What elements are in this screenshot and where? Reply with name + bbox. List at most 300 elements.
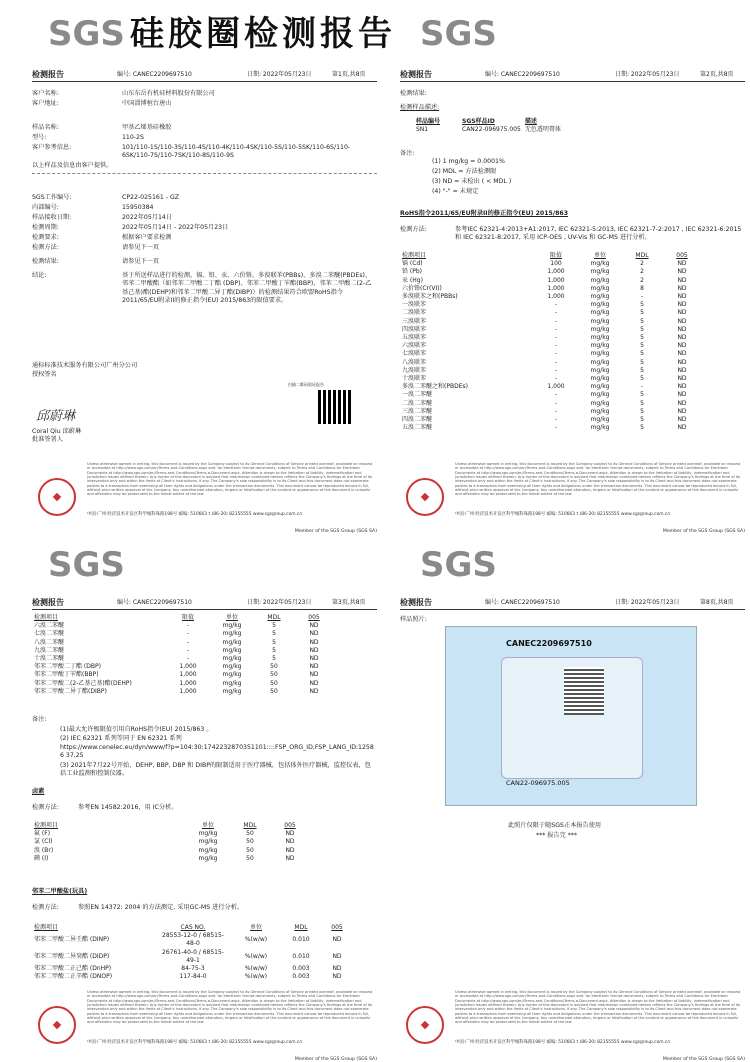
table-cell: 六溴二苯醚	[34, 622, 65, 630]
table-header: 单位	[249, 924, 262, 931]
table-cell: mg/kg	[222, 671, 242, 679]
table-cell: 5	[640, 325, 644, 333]
page-number: 第8页,共8页	[700, 599, 734, 606]
table-cell: 5	[272, 646, 276, 654]
table-cell: 1,000	[547, 284, 565, 292]
table-header: 单位	[201, 822, 214, 829]
table-cell: ND	[677, 309, 687, 317]
table-cell: 50	[270, 671, 278, 679]
qr-code	[318, 390, 352, 424]
field-value: 山东东岳有机硅材料股份有限公司	[122, 90, 215, 97]
table-row	[32, 847, 310, 855]
table-cell: 汞 (Hg)	[402, 276, 423, 284]
table-header-row	[32, 822, 310, 830]
rohs-title: RoHS指令2011/65/EU附录II的修正指令(EU) 2015/863	[400, 210, 569, 217]
table-cell: 三溴联苯	[402, 317, 427, 325]
table-cell: 四溴联苯	[402, 325, 427, 333]
field-label: 检测结果:	[32, 258, 59, 265]
table-cell: 50	[246, 838, 254, 846]
page-number: 第2页,共8页	[700, 71, 734, 78]
table-cell: 0.010	[292, 952, 310, 960]
table-cell: ND	[677, 375, 687, 383]
table-cell: ND	[677, 268, 687, 276]
method-text: 参考IEC 62321-4:2013+A1:2017, IEC 62321-5:2013, IEC 62321-7-2:2017 , IEC 62321-6:2015 和 IEC 62321-8:2017, 采用 ICP-OES , UV-Vis 和 GC-MS 进行分析。	[455, 226, 742, 242]
table-cell: 一溴联苯	[402, 301, 427, 309]
note-1: (1) 1 mg/kg = 0.0001%	[432, 158, 505, 165]
table-cell: mg/kg	[590, 358, 610, 366]
report-page-3	[32, 598, 377, 1060]
footer-address: 中国·广州·经济技术开发区科学城科珠路198号 邮编: 510663 t (86-20) 82155555 www.sgsgroup.com.cn	[87, 1040, 303, 1045]
photo-label-bottom: CAN22-096975.005	[506, 779, 570, 787]
table-cell: ND	[677, 358, 687, 366]
table-cell: mg/kg	[590, 301, 610, 309]
signature: 邱蔚琳	[36, 409, 76, 424]
table-cell: 六溴联苯	[402, 342, 427, 350]
table-header: SGS样品ID	[462, 118, 495, 125]
field-label: 检测方法:	[32, 244, 59, 251]
footer-disclaimer: Unless otherwise agreed in writing, this document is issued by the Company subject to its General Conditions of Service printed overleaf, available on request or accessible at http://www.sgs.com/en/Terms-and-Conditions.aspx and, for electronic format documents, subject to Terms and Conditions for Electronic Documents at http://www.sgs.com/en/Terms-and-Conditions/Terms-e-Document.aspx. Attention is drawn to the limitation of liability, indemnification and jurisdiction issues defined therein. Any holder of this document is advised that information contained hereon reflects the Company's findings at the time of its intervention only and within the limits of Client's instructions, if any. The Company's sole responsibility is to its Client and this document does not exonerate parties to a transaction from exercising all their rights and obligations under the transaction documents. This document cannot be reproduced except in full, without prior written approval of the Company. Any unauthorized alteration, forgery or falsification of the content or appearance of this document is unlawful and offenders may be prosecuted to the fullest extent of the law.	[87, 990, 373, 1025]
table-cell: ND	[677, 293, 687, 301]
table-cell: 50	[270, 687, 278, 695]
table-cell: ND	[677, 334, 687, 342]
table-row	[32, 671, 334, 679]
table-cell: 5	[640, 358, 644, 366]
table-row	[32, 965, 354, 973]
table-header: MDL	[294, 924, 308, 931]
table-cell: 5	[640, 399, 644, 407]
page-footer	[32, 990, 377, 1062]
field-label: 样品名称:	[32, 124, 59, 131]
table-row	[32, 680, 334, 688]
table-cell: 5	[640, 366, 644, 374]
table-cell: ND	[677, 407, 687, 415]
note-4: (4) "-" = 未规定	[432, 188, 479, 195]
signer-role: 批准签署人	[32, 436, 63, 443]
table-cell: 1,000	[547, 276, 565, 284]
table-cell: -	[554, 391, 558, 399]
table-cell: 117-84-0	[179, 973, 207, 981]
report-page-2	[400, 70, 745, 550]
table-row	[400, 416, 702, 424]
table-cell: mg/kg	[222, 630, 242, 638]
photo-label: 样品照片:	[400, 616, 427, 623]
field-label: 型号:	[32, 134, 47, 141]
table-cell: 九溴联苯	[402, 366, 427, 374]
table-cell: mg/kg	[222, 622, 242, 630]
table-cell: 5	[640, 334, 644, 342]
table-row	[32, 830, 310, 838]
table-cell: mg/kg	[590, 391, 610, 399]
field-label: 检测方法:	[32, 904, 59, 911]
table-cell: CAN22-096975.005	[462, 126, 521, 134]
table-cell: ND	[285, 838, 295, 846]
photo-caption: 此照片仅限于随SGS正本报告使用	[508, 822, 602, 829]
sgs-seal	[406, 478, 444, 516]
table-cell: 八溴二苯醚	[34, 638, 65, 646]
table-row	[400, 260, 702, 268]
table-cell: ND	[309, 671, 319, 679]
table-cell: mg/kg	[590, 366, 610, 374]
halogen-title: 卤素	[32, 788, 45, 795]
footer-disclaimer: Unless otherwise agreed in writing, this document is issued by the Company subject to its General Conditions of Service printed overleaf, available on request or accessible at http://www.sgs.com/en/Terms-and-Conditions.aspx and, for electronic format documents, subject to Terms and Conditions for Electronic Documents at http://www.sgs.com/en/Terms-and-Conditions/Terms-e-Document.aspx. Attention is drawn to the limitation of liability, indemnification and jurisdiction issues defined therein. Any holder of this document is advised that information contained hereon reflects the Company's findings at the time of its intervention only and within the limits of Client's instructions, if any. The Company's sole responsibility is to its Client and this document does not exonerate parties to a transaction from exercising all their rights and obligations under the transaction documents. This document cannot be reproduced except in full, without prior written approval of the Company. Any unauthorized alteration, forgery or falsification of the content or appearance of this document is unlawful and offenders may be prosecuted to the fullest extent of the law.	[455, 990, 741, 1025]
table-cell: -	[554, 416, 558, 424]
note-2: (2) MDL = 方法检测限	[432, 168, 497, 175]
table-cell: 邻苯二甲酸二(2-乙基己基)酯(DEHP)	[34, 679, 132, 687]
table-row	[400, 350, 702, 358]
table-cell: 5	[640, 317, 644, 325]
table-cell: 邻苯二甲酸二正己酯 (DnHP)	[34, 965, 112, 973]
table-cell: -	[640, 293, 644, 301]
report-date: 日期: 2022年05月23日	[615, 71, 680, 78]
report-number: 编号: CANEC2209697510	[485, 599, 560, 606]
table-header: 样品编号	[416, 118, 441, 125]
notes-label: 备注:	[400, 150, 415, 157]
qr-caption: 扫描二维码验证报告	[288, 382, 324, 387]
table-row	[400, 408, 702, 416]
field-label: 客户名称:	[32, 90, 59, 97]
field-label: 检测周期:	[32, 224, 59, 231]
company-name: 通标标准技术服务有限公司广州分公司	[32, 362, 138, 369]
note-3: https://www.cenelec.eu/dyn/www/f?p=104:30:1742232870351101::::FSP_ORG_ID,FSP_LANG_ID:12586 37,25	[60, 744, 374, 760]
method-text: 参照EN 14372: 2004 的方法测定, 采用GC-MS 进行分析。	[78, 904, 244, 911]
table-header-row	[32, 614, 334, 622]
table-cell: mg/kg	[590, 284, 610, 292]
table-cell: ND	[677, 383, 687, 391]
table-cell: ND	[332, 973, 342, 981]
field-value: 110-2S	[122, 134, 144, 141]
report-page-4	[400, 598, 745, 1060]
table-cell: mg/kg	[198, 830, 218, 838]
table-cell: mg/kg	[590, 416, 610, 424]
section-divider	[32, 173, 377, 174]
banner-title: 硅胶圈检测报告	[130, 14, 396, 54]
table-cell: 八溴联苯	[402, 358, 427, 366]
table-cell: ND	[309, 646, 319, 654]
table-cell: ND	[309, 655, 319, 663]
note-1: (1)最大允许极限值引用自RoHS指令(EU) 2015/863 。	[60, 726, 213, 733]
report-label: 检测报告	[32, 70, 64, 79]
table-cell: ND	[677, 391, 687, 399]
table-cell: 0.003	[292, 965, 310, 973]
label-sticker	[564, 667, 604, 715]
table-cell: 邻苯二甲酸二正辛酯 (DNOP)	[34, 973, 113, 981]
table-cell: -	[554, 342, 558, 350]
table-cell: mg/kg	[590, 276, 610, 284]
table-header: 检测项目	[34, 924, 59, 931]
table-header: 检测项目	[34, 614, 59, 621]
table-cell: -	[554, 334, 558, 342]
table-cell: 1,000	[547, 268, 565, 276]
table-cell: mg/kg	[222, 663, 242, 671]
table-row	[400, 301, 702, 309]
field-value: 2022年05月14日	[122, 214, 173, 221]
table-cell: -	[186, 630, 190, 638]
table-cell: 5	[640, 407, 644, 415]
table-row	[32, 647, 334, 655]
table-cell: ND	[285, 830, 295, 838]
table-cell: mg/kg	[198, 846, 218, 854]
table-cell: ND	[677, 424, 687, 432]
table-cell: -	[640, 383, 644, 391]
table-row	[32, 630, 334, 638]
field-value: 根据客户要求检测	[122, 234, 172, 241]
table-cell: -	[554, 301, 558, 309]
table-cell: 碘 (I)	[34, 854, 49, 862]
table-row	[32, 838, 310, 846]
header-rule	[32, 609, 377, 610]
table-cell: 十溴二苯醚	[34, 655, 65, 663]
table-cell: SN1	[416, 126, 429, 134]
report-number: 编号: CANEC2209697510	[117, 71, 192, 78]
field-label: 结论:	[32, 272, 47, 279]
table-cell: 铅 (Pb)	[402, 268, 423, 276]
field-label: 客户参考信息:	[32, 144, 72, 151]
phthalate-table	[32, 924, 354, 981]
table-cell: 5	[640, 391, 644, 399]
table-cell: -	[554, 424, 558, 432]
table-cell: 2	[640, 260, 644, 268]
table-cell: ND	[309, 622, 319, 630]
table-cell: mg/kg	[590, 293, 610, 301]
table-row	[32, 855, 310, 863]
sgs-member-line: Member of the SGS Group (SGS SA)	[662, 528, 745, 534]
sgs-logo-page4: SGS	[420, 545, 497, 585]
table-cell: -	[554, 350, 558, 358]
table-cell: mg/kg	[590, 407, 610, 415]
table-cell: ND	[677, 317, 687, 325]
table-row	[32, 688, 334, 696]
table-cell: 8	[640, 284, 644, 292]
table-cell: 1,000	[547, 383, 565, 391]
note-3: (3) ND = 未检出 ( < MDL )	[432, 178, 512, 185]
table-cell: 50	[246, 854, 254, 862]
table-cell: mg/kg	[590, 268, 610, 276]
table-cell: ND	[332, 965, 342, 973]
table-header: 单位	[225, 614, 238, 621]
table-cell: ND	[677, 276, 687, 284]
table-cell: ND	[677, 399, 687, 407]
table-cell: 5	[640, 416, 644, 424]
footer-disclaimer: Unless otherwise agreed in writing, this document is issued by the Company subject to its General Conditions of Service printed overleaf, available on request or accessible at http://www.sgs.com/en/Terms-and-Conditions.aspx and, for electronic format documents, subject to Terms and Conditions for Electronic Documents at http://www.sgs.com/en/Terms-and-Conditions/Terms-e-Document.aspx. Attention is drawn to the limitation of liability, indemnification and jurisdiction issues defined therein. Any holder of this document is advised that information contained hereon reflects the Company's findings at the time of its intervention only and within the limits of Client's instructions, if any. The Company's sole responsibility is to its Client and this document does not exonerate parties to a transaction from exercising all their rights and obligations under the transaction documents. This document cannot be reproduced except in full, without prior written approval of the Company. Any unauthorized alteration, forgery or falsification of the content or appearance of this document is unlawful and offenders may be prosecuted to the fullest extent of the law.	[455, 462, 741, 497]
table-cell: ND	[332, 936, 342, 944]
table-cell: 七溴二苯醚	[34, 630, 65, 638]
table-header: CAS NO.	[180, 924, 206, 931]
notes-label: 备注:	[32, 716, 47, 723]
table-cell: -	[554, 407, 558, 415]
table-cell: ND	[309, 663, 319, 671]
table-cell: 5	[272, 655, 276, 663]
table-cell: ND	[677, 342, 687, 350]
customer-note: 以上样品及信息由客户提供。	[32, 162, 113, 169]
table-cell: 邻苯二甲酸二丁酯 (DBP)	[34, 663, 101, 671]
table-cell: 四溴二苯醚	[402, 416, 433, 424]
table-cell: 5	[272, 622, 276, 630]
method-text: 参考EN 14582:2016，用 IC分析。	[78, 804, 178, 811]
table-row	[32, 949, 354, 965]
table-cell: ND	[285, 846, 295, 854]
table-header: 检测项目	[402, 252, 427, 259]
field-value: 15950384	[122, 204, 154, 211]
footer-address: 中国·广州·经济技术开发区科学城科珠路198号 邮编: 510663 t (86-20) 82155555 www.sgsgroup.com.cn	[455, 1040, 671, 1045]
table-cell: %(w/w)	[244, 952, 268, 960]
table-header-row	[400, 252, 702, 260]
table-row	[400, 326, 702, 334]
table-cell: ND	[309, 638, 319, 646]
field-value: CP22-025161 - GZ	[122, 194, 179, 201]
table-cell: 1,000	[179, 687, 197, 695]
table-header: 单位	[593, 252, 606, 259]
page-number: 第3页,共8页	[332, 599, 366, 606]
table-row	[32, 973, 354, 981]
table-cell: ND	[309, 687, 319, 695]
signer-name: Coral Qiu 邱蔚琳	[32, 428, 82, 435]
field-value: 2022年05月14日 - 2022年05月23日	[122, 224, 229, 231]
table-row	[400, 277, 702, 285]
header-rule	[32, 81, 377, 82]
table-cell: mg/kg	[590, 317, 610, 325]
note-2: (2) IEC 62321 系列等同于 EN 62321 系列	[60, 735, 182, 742]
table-cell: mg/kg	[590, 309, 610, 317]
report-date: 日期: 2022年05月23日	[615, 599, 680, 606]
field-label: 检测方法:	[32, 804, 59, 811]
table-cell: 0.010	[292, 936, 310, 944]
result-label: 检测结果:	[400, 90, 427, 97]
sgs-member-line: Member of the SGS Group (SGS SA)	[662, 1056, 745, 1062]
table-cell: %(w/w)	[244, 936, 268, 944]
table-cell: mg/kg	[222, 687, 242, 695]
table-cell: 26761-40-0 / 68515-49-1	[162, 948, 224, 964]
field-label: 检测要求:	[32, 234, 59, 241]
sgs-seal	[38, 1006, 76, 1044]
table-row	[400, 285, 702, 293]
table-cell: 二溴联苯	[402, 309, 427, 317]
table-header: 005	[676, 252, 688, 259]
table-cell: -	[554, 309, 558, 317]
table-cell: ND	[677, 350, 687, 358]
field-label: 检测方法:	[400, 226, 427, 233]
rohs-result-table	[400, 252, 702, 432]
table-cell: -	[186, 646, 190, 654]
table-cell: 1,000	[179, 663, 197, 671]
table-header: 限值	[181, 614, 194, 621]
sgs-member-line: Member of the SGS Group (SGS SA)	[294, 1056, 377, 1062]
table-cell: 氟 (F)	[34, 830, 51, 838]
table-cell: 1,000	[179, 671, 197, 679]
table-row	[400, 424, 702, 432]
field-value: 甲基乙烯基硅橡胶	[122, 124, 172, 131]
table-cell: 2	[640, 276, 644, 284]
table-row	[32, 932, 354, 948]
table-cell: ND	[309, 630, 319, 638]
table-header: 限值	[549, 252, 562, 259]
page-footer	[400, 990, 745, 1062]
report-label: 检测报告	[400, 70, 432, 79]
table-header-row	[32, 924, 354, 932]
table-header: MDL	[243, 822, 257, 829]
sample-table	[414, 118, 563, 134]
table-cell: 邻苯二甲酸二异丁酯(DIBP)	[34, 687, 107, 695]
table-cell: ND	[677, 325, 687, 333]
table-row	[400, 293, 702, 301]
table-cell: 邻苯二甲酸二异壬酯 (DINP)	[34, 936, 110, 944]
table-header: 检测项目	[34, 822, 59, 829]
table-cell: 0.003	[292, 973, 310, 981]
phthalate-title: 邻苯二甲酸盐(玩具)	[32, 888, 88, 895]
table-header: 描述	[524, 118, 537, 125]
table-cell: 无色透明膏体	[524, 126, 561, 134]
table-cell: 二溴二苯醚	[402, 399, 433, 407]
table-header: MDL	[267, 614, 281, 621]
table-cell: mg/kg	[590, 383, 610, 391]
table-row	[32, 639, 334, 647]
table-cell: -	[186, 638, 190, 646]
field-label: 样品接收日期:	[32, 214, 72, 221]
table-cell: -	[186, 622, 190, 630]
table-header: 005	[331, 924, 343, 931]
field-label: 内部编号:	[32, 204, 59, 211]
table-cell: ND	[309, 679, 319, 687]
table-cell: 七溴联苯	[402, 350, 427, 358]
table-cell: -	[554, 375, 558, 383]
table-cell: %(w/w)	[244, 973, 268, 981]
note-4: (3) 2021年7月22号开始，DEHP, BBP, DBP 和 DIBP的限制适用于医疗器械，包括体外医疗器械，监控仪表，包括工业监测和控制仪器。	[60, 762, 371, 778]
report-number: 编号: CANEC2209697510	[485, 71, 560, 78]
report-date: 日期: 2022年05月23日	[247, 71, 312, 78]
table-cell: 5	[640, 375, 644, 383]
table-cell: 镉 (Cd)	[402, 260, 423, 268]
table-header: MDL	[635, 252, 649, 259]
photo-label-top: CANEC2209697510	[506, 639, 592, 648]
table-cell: 5	[640, 342, 644, 350]
field-value: 101/110-1S/110-3S/110-4S/110-4K/110-4SK/110-5S/110-5SK/110-6S/110-6SK/110-7S/110-7SK/110-8S/110-9S	[122, 144, 351, 160]
report-banner	[0, 0, 750, 60]
table-row	[400, 367, 702, 375]
header-rule	[400, 609, 745, 610]
report-number: 编号: CANEC2209697510	[117, 599, 192, 606]
page-footer	[400, 462, 745, 534]
table-row	[32, 655, 334, 663]
table-cell: ND	[677, 366, 687, 374]
conclusion-text: 基于所送样品进行的检测，镉、铅、汞、六价铬、多溴联苯(PBBs)、多溴二苯醚(PBDEs)、邻苯二甲酸酯（如邻苯二甲酸二丁酯 (DBP)、邻苯二甲酸丁苄酯(BBP)、邻苯二甲酸二(2-乙基己基)酯(DEHP)和邻苯二甲酸二异丁酯(DIBP)）的检测结果符合欧盟RoHS指令2011/65/EU附录II的修正指令(EU) 2015/863的限值要求。	[122, 272, 372, 305]
table-cell: mg/kg	[222, 679, 242, 687]
table-cell: 100	[550, 260, 562, 268]
page-number: 第1页,共8页	[332, 71, 366, 78]
table-row	[400, 400, 702, 408]
table-cell: 多溴二苯醚之和(PBDEs)	[402, 383, 468, 391]
table-header: 005	[308, 614, 320, 621]
table-cell: 2	[640, 268, 644, 276]
table-cell: 氯 (Cl)	[34, 838, 53, 846]
footer-address: 中国·广州·经济技术开发区科学城科珠路198号 邮编: 510663 t (86-20) 82155555 www.sgsgroup.com.cn	[455, 512, 671, 517]
table-cell: mg/kg	[590, 334, 610, 342]
table-cell: 5	[272, 630, 276, 638]
table-cell: 5	[640, 301, 644, 309]
table-cell: -	[186, 655, 190, 663]
table-cell: 84-75-3	[181, 965, 205, 973]
table-row	[400, 391, 702, 399]
table-cell: 5	[272, 638, 276, 646]
table-cell: 50	[270, 679, 278, 687]
table-row	[400, 342, 702, 350]
sgs-logo-right: SGS	[420, 14, 497, 54]
footer-address: 中国·广州·经济技术开发区科学城科珠路198号 邮编: 510663 t (86-20) 82155555 www.sgsgroup.com.cn	[87, 512, 303, 517]
table-row	[400, 383, 702, 391]
table-cell: 十溴联苯	[402, 375, 427, 383]
table-cell: -	[554, 358, 558, 366]
table-cell: mg/kg	[222, 638, 242, 646]
table-cell: 5	[640, 309, 644, 317]
field-value: 中国淄博桓台唐山	[122, 100, 172, 107]
